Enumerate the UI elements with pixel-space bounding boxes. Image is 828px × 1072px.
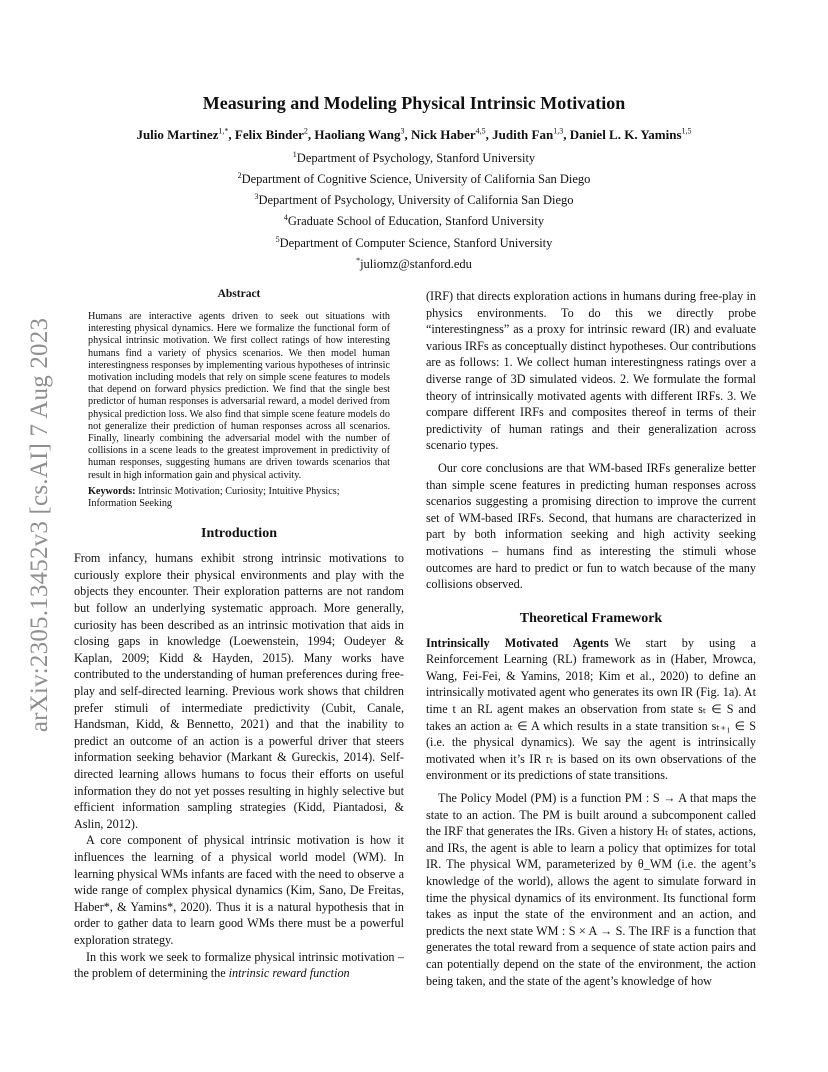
keywords-label: Keywords: xyxy=(88,485,136,497)
runin-heading: Intrinsically Motivated Agents xyxy=(426,635,609,650)
keywords xyxy=(88,486,390,510)
affiliation-list xyxy=(74,146,754,273)
left-column xyxy=(74,288,404,982)
arxiv-stamp xyxy=(20,295,60,755)
author-sup: 2 xyxy=(303,127,308,136)
introduction-heading: Introduction xyxy=(201,526,277,542)
author: Felix Binder$^2$, xyxy=(234,127,315,143)
abstract-heading: Abstract xyxy=(217,288,261,300)
author: Haoliang Wang$^3$, xyxy=(314,127,411,143)
author-sup: 4,5 xyxy=(475,127,486,136)
intro-paragraph-3: In this work we seek to formalize physical intrinsic motivation – the problem of determining the intrinsic reward function xyxy=(74,949,404,981)
intro-paragraph-1: From infancy, humans exhibit strong intrinsic motivations to curiously explore their physical environments and play with the objects they encounter. Their exploration patterns are not random but follow an underlying systematic approach. More generally, curiosity has been described as an intrinsic motivation that aids in closing gaps in knowledge (Loewenstein, 1994; Oudeyer & Kaplan, 2009; Kidd & Hayden, 2015). Many works have contributed to the understanding of human preferences during free-play and self-directed learning. Previous work shows that children prefer stimuli of intermediate predictivity (Cubit, Canale, Handsman, Kidd, & Bennetto, 2021) and that the inability to predict an outcome of an action is a powerful driver that steers information seeking behavior (Markant & Gureckis, 2014). Self-directed learning allows humans to focus their efforts on useful information they do not yet posses resulting in highly selective but efficient information sampling strategies (Kidd, Piantadosi, & Aslin, 2012). xyxy=(74,551,404,831)
affiliation: $^4$Graduate School of Education, Stanford University xyxy=(283,213,545,229)
author-list xyxy=(74,127,754,143)
theory-paragraph-2: The Policy Model (PM) is a function PM : S → A that maps the state to an action. The PM is built around a subcomponent called the IRF that generates the IRs. Given a history Hₜ of states, actions, and IRs, the agent is able to learn a policy that optimizes for total IR. The physical WM, parameterized by θ_WM (i.e. the agent’s knowledge of the world), allows the agent to simulate forward in time the physical dynamics of its environment. Its functional form takes as input the state of the environment and an action, and predicts the next state WM : S × A → S. The IRF is a function that generates the total reward from a sequence of state action pairs and can potentially depend on the state of the environment, the action being taken, and the state of the agent’s knowledge of how xyxy=(426,791,756,988)
paper-title: Measuring and Modeling Physical Intrinsic Motivation xyxy=(202,93,626,113)
affiliation: $^3$Department of Psychology, University of California San Diego xyxy=(254,192,574,208)
contact-email: *juliomz@stanford.edu xyxy=(356,255,472,271)
author: Daniel L. K. Yamins$^{1,5}$ xyxy=(569,127,692,143)
author: Julio Martinez$^{1,*}$, xyxy=(136,127,235,143)
intro-paragraph-3-continued: (IRF) that directs exploration actions in humans during free-play in physics environments. To do this we directly probe “interestingness” as a proxy for intrinsic reward (IR) and evaluate various IRFs as conceptually distinct hypotheses. Our contributions are as follows: 1. We collect human interestingness ratings over a diverse range of 3D simulated videos. 2. We formulate the formal theory of intrinsically motivated agents with different IRFs. 3. We compare different IRFs and composites thereof in terms of their predictivity of human ratings and their generalization across scenario types. xyxy=(426,289,756,453)
affiliation: $^5$Department of Computer Science, Stanford University xyxy=(275,234,553,250)
right-column xyxy=(426,288,756,989)
author: Nick Haber$^{4,5}$, xyxy=(410,127,493,143)
keywords-text: Intrinsic Motivation; Curiosity; Intuitive Physics; Information Seeking xyxy=(88,485,340,510)
affiliation: $^1$Department of Psychology, Stanford University xyxy=(292,150,536,166)
author-sup: 3 xyxy=(400,127,405,136)
intro-paragraph-2: A core component of physical intrinsic motivation is how it influences the learning of a physical world model (WM). In learning physical WMs infants are faced with the need to observe a wide range of complex physical dynamics (Kim, Sano, De Freitas, Haber*, & Yamins*, 2020). Thus it is a natural hypothesis that in order to gather data to learn good WMs there must be a powerful exploration strategy. xyxy=(74,833,404,947)
author-sup: 1,* xyxy=(218,127,229,136)
abstract-body: Humans are interactive agents driven to seek out situations with interesting physical dynamics. Here we formalize the functional form of physical intrinsic motivation. We first collect ratings of how interesting humans find a variety of physics scenarios. We then model human interestingness responses by implementing various hypotheses of intrinsic motivation including models that rely on simple scene features to models that depend on forward physics prediction. We find that the single best predictor of human responses is adversarial reward, a model derived from physical prediction loss. We also find that simple scene feature models do not generalize their prediction of human responses across all scenarios. Finally, linearly combining the adversarial model with the number of collisions in a scene leads to the greatest improvement in predictivity of human responses, suggesting humans are driven towards scenarios that result in high information gain and physical activity. xyxy=(88,311,390,481)
affiliation: $^2$Department of Cognitive Science, University of California San Diego xyxy=(237,171,591,187)
theory-heading: Theoretical Framework xyxy=(519,610,663,626)
theory-paragraph-1: Intrinsically Motivated Agents We start by using a Reinforcement Learning (RL) framework as in (Haber, Mrowca, Wang, Fei-Fei, & Yamins, 2018; Kim et al., 2020) to define an intrinsically motivated agent who generates its own IR (Fig. 1a). At time t an RL agent makes an observation from state sₜ ∈ S and takes an action aₜ ∈ A which results in a state transition sₜ₊₁ ∈ S (i.e. the physical dynamics). We say the agent is intrinsically motivated when it’s IR rₜ is based on its own observations of the environment or its predictions of state transitions. xyxy=(426,635,756,783)
emphasis-intrinsic-reward: intrinsic reward function xyxy=(228,966,350,981)
intro-paragraph-4: Our core conclusions are that WM-based IRFs generalize better than simple scene features in predicting human responses across scenarios suggesting a promising direction to improve the current set of WM-based IRFs. Second, that humans are characterized in part by both information seeking and high activity seeking motivations – humans find as interesting the stimuli whose outcomes are hard to predict or fun to watch because of the many collisions observed. xyxy=(426,460,756,592)
author-sup: 1,5 xyxy=(681,127,692,136)
arxiv-stamp-text: arXiv:2305.13452v3 [cs.AI] 7 Aug 2023 xyxy=(26,317,53,733)
author: Judith Fan$^{1,3}$, xyxy=(492,127,570,143)
author-sup: 1,3 xyxy=(553,127,564,136)
